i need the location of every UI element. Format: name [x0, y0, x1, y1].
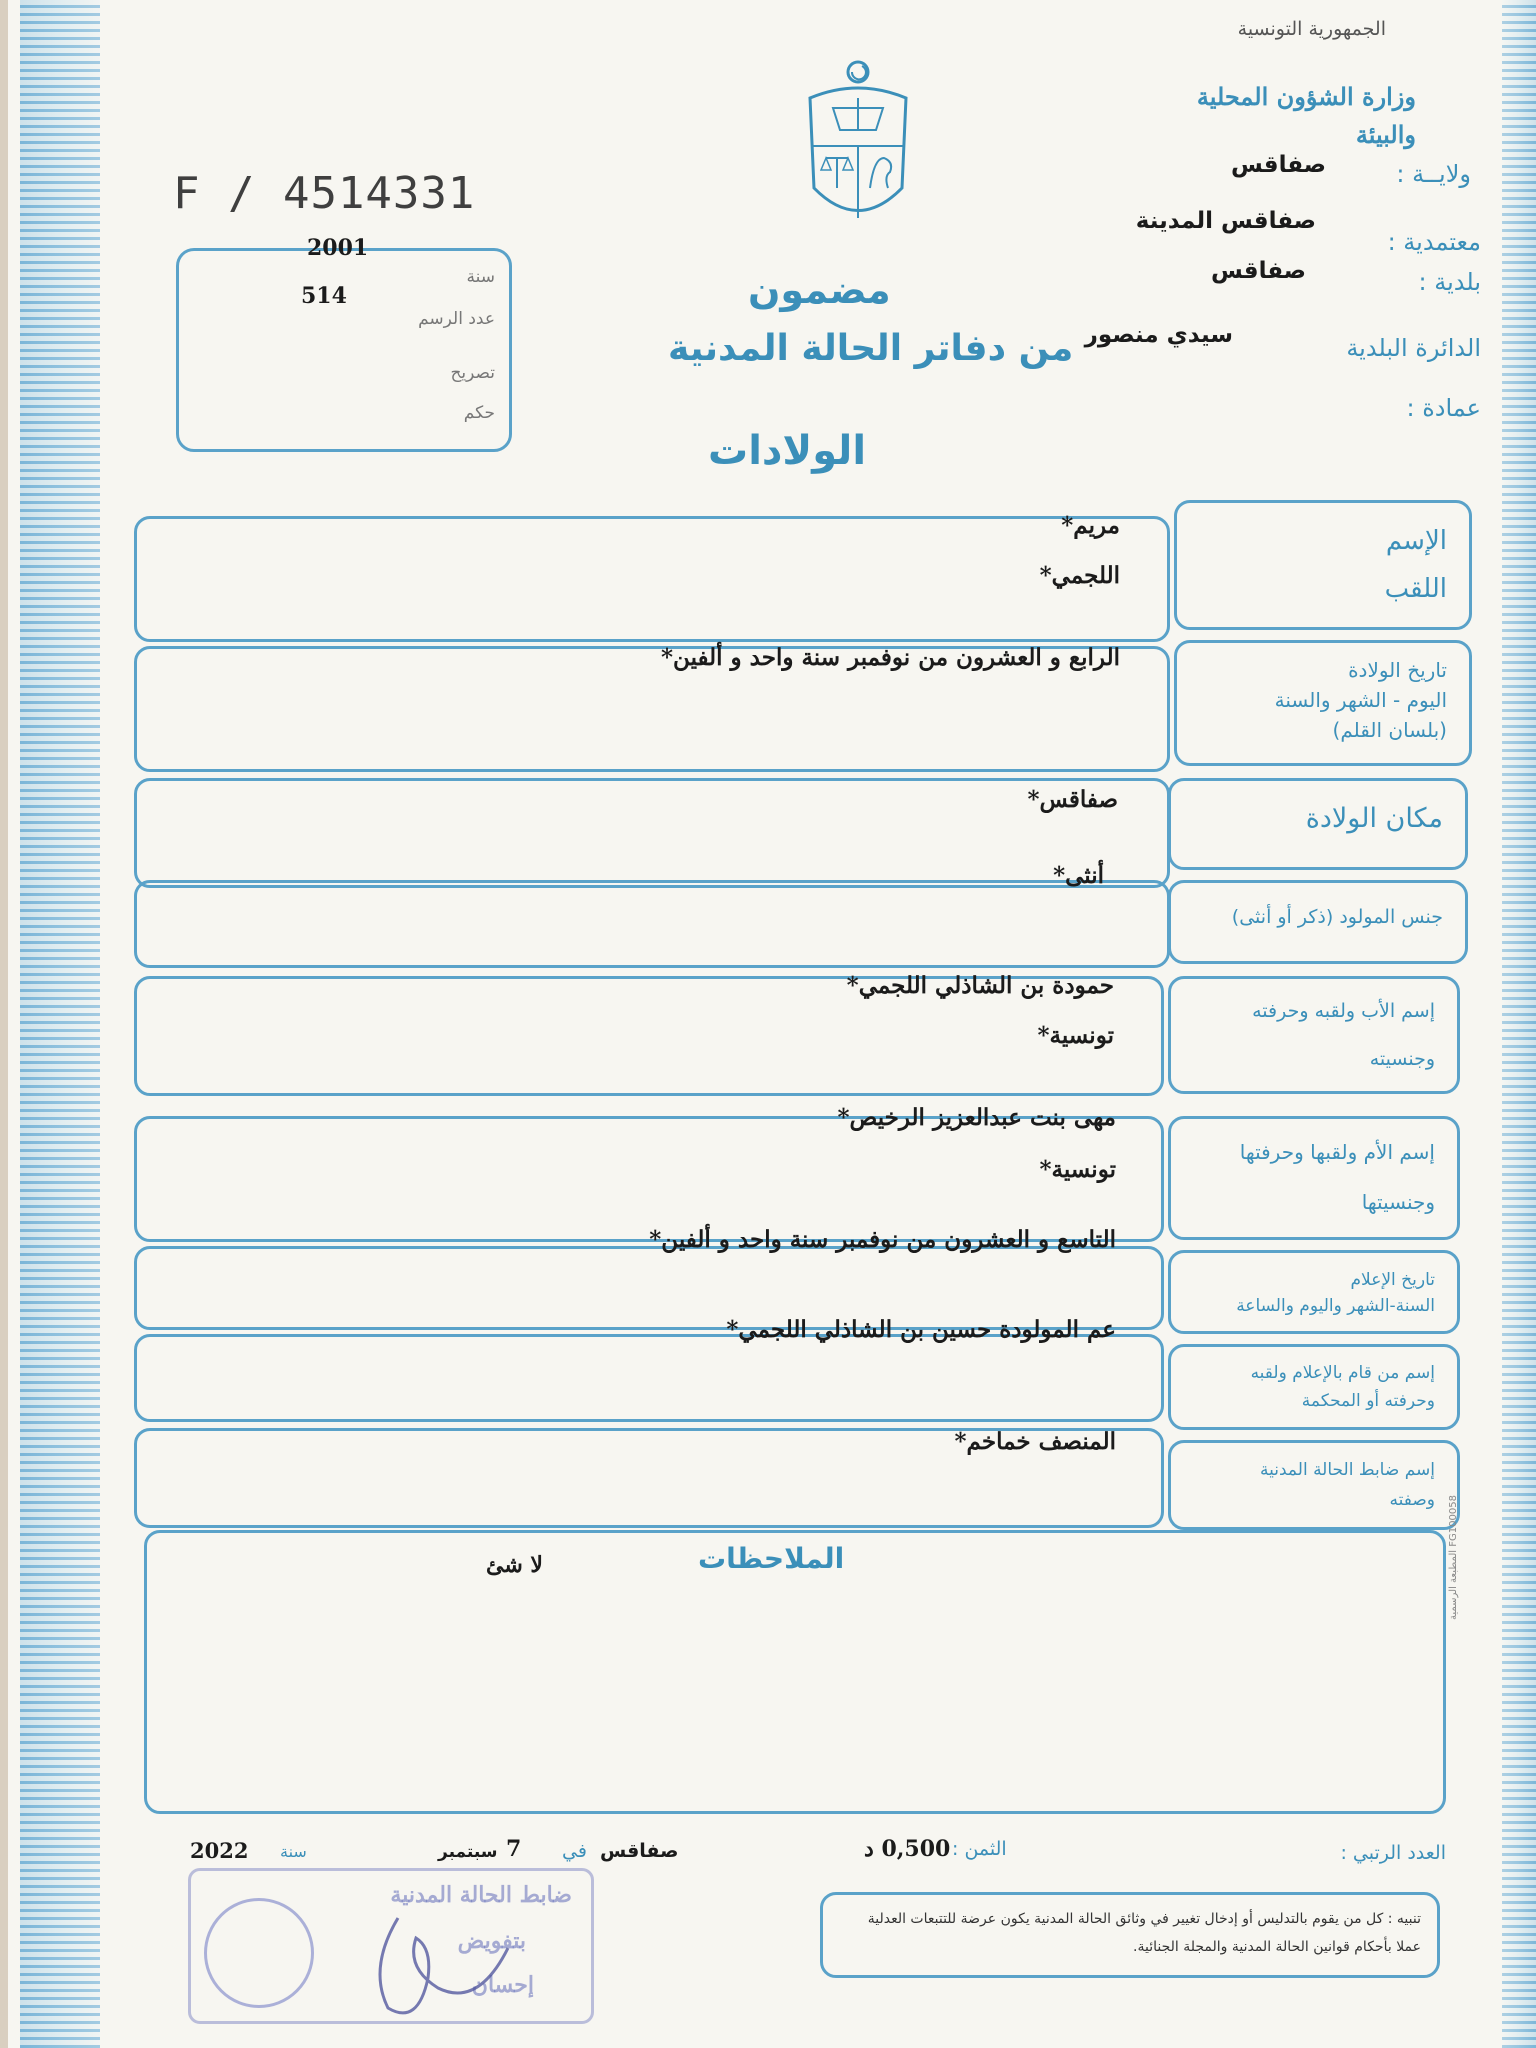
- register-number-value: 514: [301, 283, 347, 309]
- label-officer: إسم ضابط الحالة المدنية: [1260, 1460, 1435, 1480]
- label-box-name: [1174, 500, 1472, 630]
- coat-of-arms-icon: [798, 58, 918, 238]
- label-box-declaration-date: [1168, 1250, 1460, 1334]
- stamp-line-2: بتفويض: [457, 1928, 526, 1954]
- label-box-officer: [1168, 1440, 1460, 1530]
- delegation-label: معتمدية :: [1387, 228, 1481, 256]
- governorate-label: ولايــة :: [1396, 160, 1471, 188]
- footer-price-label: الثمن :: [952, 1838, 1007, 1860]
- label-box-birth-place: [1168, 778, 1468, 870]
- register-year-label: سنة: [466, 267, 495, 287]
- sector-label: عمادة :: [1406, 394, 1481, 422]
- legal-notice: تنبيه : كل من يقوم بالتدليس أو إدخال تغيير في وثائق الحالة المدنية يكون عرضة للتتبعات العدلية عملا بأحكام قوانين الحالة المدنية والمجلة الجنائية.: [820, 1892, 1440, 1978]
- footer-month: سبتمبر: [438, 1842, 498, 1862]
- district-label: الدائرة البلدية: [1346, 334, 1481, 362]
- value-declarant: عم المولودة حسين بن الشاذلي اللجمي*: [726, 1316, 1116, 1343]
- label-first-name: الإسم: [1385, 526, 1447, 556]
- footer-serial-label: العدد الرتبي :: [1340, 1842, 1446, 1864]
- label-birth-place: مكان الولادة: [1305, 803, 1443, 834]
- delegation-value: صفاقس المدينة: [1135, 208, 1316, 234]
- civil-status-document: [8, 0, 1536, 2048]
- municipality-label: بلدية :: [1418, 268, 1481, 296]
- label-box-birth-date: [1174, 640, 1472, 766]
- value-box-declarant: [134, 1334, 1164, 1422]
- value-last-name: اللجمي*: [1039, 562, 1120, 589]
- footer-year: 2022: [190, 1838, 249, 1863]
- value-box-mother: [134, 1116, 1164, 1242]
- district-value: سيدي منصور: [1084, 322, 1233, 348]
- value-first-name: مريم*: [1061, 512, 1120, 539]
- value-box-birth-place: [134, 778, 1170, 888]
- label-declarant: إسم من قام بالإعلام ولقبه: [1250, 1363, 1435, 1383]
- label-mother: إسم الأم ولقبها وحرفتها: [1239, 1140, 1435, 1164]
- value-declaration-date: التاسع و العشرون من نوفمبر سنة واحد و ألفين*: [649, 1226, 1116, 1253]
- document-title: مضمون: [748, 268, 891, 312]
- label-birth-date-words: (بلسان القلم): [1332, 718, 1447, 742]
- document-serial: F / 4514331: [173, 168, 476, 219]
- remarks-value: لا شئ: [486, 1552, 543, 1578]
- value-birth-date: الرابع و العشرون من نوفمبر سنة واحد و ألفين*: [661, 644, 1120, 671]
- register-number-label: عدد الرسم: [418, 309, 495, 329]
- security-border-right: [1502, 0, 1536, 2048]
- label-mother-nationality: وجنسيتها: [1361, 1190, 1435, 1214]
- document-source: من دفاتر الحالة المدنية: [668, 328, 1074, 369]
- ministry-name: وزارة الشؤون المحلية والبيئة: [1196, 82, 1416, 149]
- printer-mark: المطبعة الرسمية FG100058: [1448, 1495, 1459, 1620]
- label-box-declarant: [1168, 1344, 1460, 1430]
- security-border-left: [20, 0, 100, 2048]
- judgment-label: حكم: [463, 403, 495, 423]
- declaration-label: تصريح: [450, 363, 495, 383]
- label-box-mother: [1168, 1116, 1460, 1240]
- governorate-value: صفاقس: [1231, 152, 1326, 178]
- value-box-sex: [134, 880, 1170, 968]
- stamp-line-3: إحسان: [471, 1972, 534, 1998]
- signature-icon: [358, 1908, 518, 2028]
- label-sex: جنس المولود (ذكر أو أنثى): [1231, 906, 1443, 928]
- republic-name: الجمهورية التونسية: [1237, 18, 1386, 40]
- label-father-nationality: وجنسيته: [1369, 1048, 1435, 1070]
- label-last-name: اللقب: [1384, 574, 1447, 604]
- label-officer-title: وصفته: [1389, 1490, 1435, 1510]
- stamp-line-1: ضابط الحالة المدنية: [390, 1882, 572, 1908]
- municipality-value: صفاقس: [1211, 258, 1306, 284]
- section-title-births: الولادات: [708, 428, 867, 474]
- label-declaration-date: تاريخ الإعلام: [1350, 1270, 1435, 1290]
- footer-in-word: في: [562, 1840, 587, 1862]
- value-officer: المنصف خماخم*: [954, 1428, 1116, 1455]
- label-box-sex: [1168, 880, 1468, 964]
- label-birth-date: تاريخ الولادة: [1348, 658, 1447, 682]
- footer-price-value: 0,500 د: [864, 1836, 951, 1862]
- footer-day: 7: [506, 1836, 522, 1862]
- register-box: [176, 235, 512, 452]
- value-birth-place: صفاقس*: [1027, 786, 1118, 813]
- label-father: إسم الأب ولقبه وحرفته: [1252, 1000, 1435, 1022]
- value-father-nationality: تونسية*: [1037, 1022, 1114, 1049]
- value-mother: مهى بنت عبدالعزيز الرخيص*: [837, 1104, 1116, 1131]
- value-sex: أنثى*: [1053, 862, 1104, 889]
- round-seal-icon: [204, 1898, 314, 2008]
- footer-place: صفاقس: [600, 1840, 679, 1862]
- value-box-name: [134, 516, 1170, 642]
- label-box-father: [1168, 976, 1460, 1094]
- value-mother-nationality: تونسية*: [1039, 1156, 1116, 1183]
- value-father: حمودة بن الشاذلي اللجمي*: [846, 972, 1114, 999]
- label-declarant-occupation: وحرفته أو المحكمة: [1301, 1391, 1435, 1411]
- register-year-value: 2001: [307, 235, 369, 261]
- label-birth-date-format: اليوم - الشهر والسنة: [1274, 688, 1447, 712]
- remarks-label: الملاحظات: [698, 1542, 845, 1575]
- label-declaration-date-format: السنة-الشهر واليوم والساعة: [1236, 1296, 1435, 1316]
- footer-year-word: سنة: [280, 1842, 307, 1861]
